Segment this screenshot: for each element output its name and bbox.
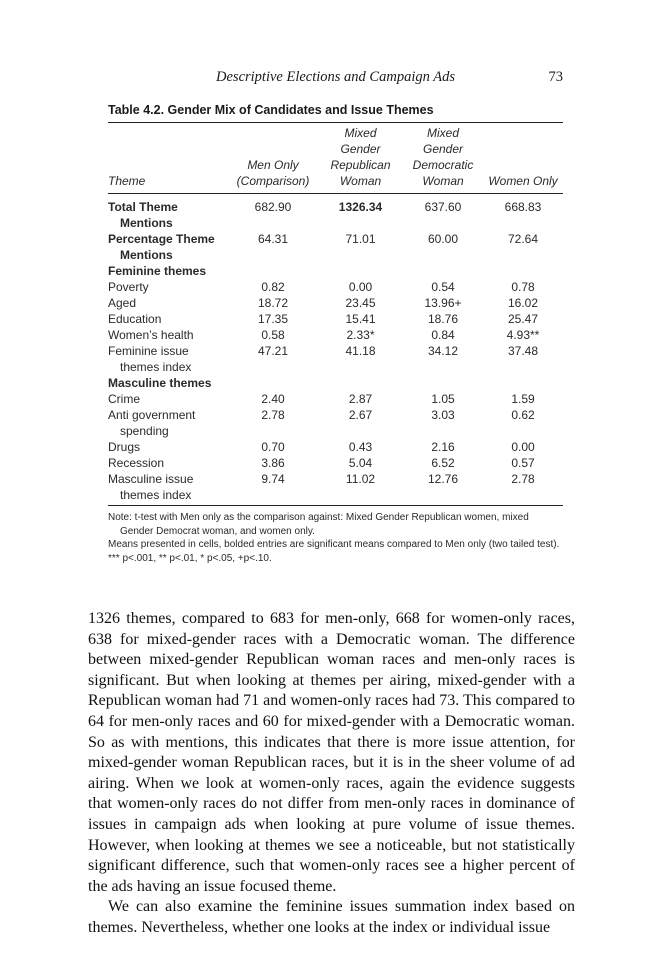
header-cell: Men Only	[247, 158, 299, 172]
row-label-text: Feminine themes	[108, 264, 207, 278]
table-note-line: Note: t-test with Men only as the comparison against: Mixed Gender Republican women, mixed	[108, 512, 529, 523]
table-cell	[483, 263, 563, 279]
table-cell: 0.78	[511, 280, 535, 294]
header-cell: Woman	[339, 174, 382, 188]
table-cell: 668.83	[504, 200, 542, 214]
table-note	[108, 552, 563, 566]
table-cell: 0.84	[431, 328, 455, 342]
row-label	[108, 311, 228, 327]
row-label	[108, 455, 228, 471]
table-header-rule	[108, 193, 563, 194]
table-row	[108, 471, 563, 503]
header-cell: Women Only	[488, 174, 558, 188]
table-bottom-rule	[108, 505, 563, 506]
table-cell	[228, 375, 318, 391]
table-note	[108, 511, 563, 538]
running-head-title: Descriptive Elections and Campaign Ads	[216, 69, 455, 85]
table-row	[108, 439, 563, 455]
table-row	[108, 455, 563, 471]
table-row	[108, 407, 563, 439]
header-cell: Democratic	[412, 158, 474, 172]
row-label-continuation: Mentions	[120, 248, 173, 262]
table-notes	[108, 511, 563, 565]
table-cell: 25.47	[507, 312, 539, 326]
table-body	[108, 199, 563, 503]
body-paragraph: 1326 themes, compared to 683 for men-only, 668 for women-only races, 638 for mixed-gender races with a Democratic woman. The difference between mixed-gender Republican woman races and men-only races is significant. But when looking at themes per airing, mixed-gender with a Republican woman had 71 and women-only races had 73. This compared to 64 for men-only races and 60 for mixed-gender with a Democratic woman. So as with mentions, this indicates that there is more issue attention, for mixed-gender woman Republican races, but it is in the sheer volume of ad airing. When we look at women-only races, again the evidence suggests that women-only races do not differ from men-only races in dominance of issues in campaign ads when looking at pure volume of issue themes. However, when looking at themes we see a noticeable, but not statistically significant difference, such that women-only races see a higher percent of the ads having an issue focused theme.	[88, 610, 575, 895]
table-cell: 2.78	[261, 408, 285, 422]
row-label-text: Poverty	[108, 280, 149, 294]
table-cell: 2.67	[348, 408, 373, 422]
header-cell	[228, 141, 318, 157]
row-label	[108, 343, 228, 375]
table-cell: 2.78	[511, 472, 535, 486]
table-cell: 1326.34	[338, 200, 383, 214]
header-cell	[108, 125, 228, 141]
header-cell: Republican	[330, 158, 391, 172]
table-cell: 2.40	[261, 392, 285, 406]
row-label	[108, 263, 228, 279]
table-cell: 0.00	[511, 440, 535, 454]
table-cell: 23.45	[345, 296, 376, 310]
page-number: 73	[548, 69, 563, 85]
row-label-text: Total Theme	[108, 200, 178, 214]
table-cell: 0.57	[511, 456, 535, 470]
header-cell	[108, 157, 228, 173]
table-cell: 47.21	[257, 344, 289, 358]
row-label	[108, 295, 228, 311]
header-cell	[483, 141, 563, 157]
table-cell	[228, 263, 318, 279]
table-section-row	[108, 263, 563, 279]
table-cell: 60.00	[427, 232, 459, 246]
row-label-text: Drugs	[108, 440, 141, 454]
table-note-line: Gender Democrat woman, and women only.	[120, 525, 315, 537]
table-row	[108, 295, 563, 311]
row-label-continuation: Mentions	[120, 216, 173, 230]
row-label-text: Percentage Theme	[108, 232, 215, 246]
table-note-line: *** p<.001, ** p<.01, * p<.05, +p<.10.	[108, 552, 272, 564]
row-label	[108, 231, 228, 263]
table-cell: 1.59	[511, 392, 535, 406]
row-label-text: Masculine issue	[108, 472, 194, 486]
table-cell: 71.01	[345, 232, 376, 246]
table-cell: 12.76	[427, 472, 459, 486]
header-cell: Woman	[422, 174, 464, 188]
table-cell: 637.60	[424, 200, 462, 214]
table-row	[108, 391, 563, 407]
table-cell: 15.41	[345, 312, 376, 326]
table-cell: 41.18	[345, 344, 376, 358]
row-label-text: Aged	[108, 296, 137, 310]
table-cell: 72.64	[507, 232, 539, 246]
table-cell: 682.90	[254, 200, 292, 214]
table-cell: 0.00	[348, 280, 373, 294]
table-cell	[403, 263, 483, 279]
row-label	[108, 439, 228, 455]
table-header	[108, 125, 563, 189]
table-cell: 18.76	[427, 312, 459, 326]
table-cell: 11.02	[345, 472, 376, 486]
row-label	[108, 471, 228, 503]
row-label	[108, 327, 228, 343]
header-cell-theme: Theme	[108, 174, 146, 188]
header-cell	[483, 157, 563, 173]
table-top-rule	[108, 122, 563, 123]
header-cell	[483, 125, 563, 141]
header-cell: (Comparison)	[236, 174, 310, 188]
table-cell: 0.58	[261, 328, 285, 342]
table-cell: 0.82	[261, 280, 285, 294]
row-label-text: Education	[108, 312, 162, 326]
table-row	[108, 327, 563, 343]
row-label	[108, 391, 228, 407]
table-cell: 0.62	[511, 408, 535, 422]
table-cell: 4.93**	[506, 328, 540, 342]
header-cell: Gender	[340, 142, 381, 156]
row-label-text: Masculine themes	[108, 376, 212, 390]
table-row	[108, 279, 563, 295]
body-text	[88, 609, 575, 939]
header-cell: Gender	[422, 142, 464, 156]
row-label	[108, 375, 228, 391]
table-cell: 6.52	[431, 456, 455, 470]
row-label-continuation: spending	[120, 424, 169, 438]
table-cell	[483, 375, 563, 391]
table-note	[108, 538, 563, 552]
row-label	[108, 279, 228, 295]
table-cell: 13.96+	[424, 296, 462, 310]
table-cell: 34.12	[427, 344, 459, 358]
table-cell: 18.72	[257, 296, 289, 310]
table-row	[108, 199, 563, 231]
header-cell: Mixed	[344, 126, 377, 140]
row-label-text: Feminine issue	[108, 344, 189, 358]
table-cell	[318, 375, 403, 391]
row-label-text: Recession	[108, 456, 165, 470]
row-label	[108, 199, 228, 231]
table-cell: 0.70	[261, 440, 285, 454]
table-cell	[403, 375, 483, 391]
table-section-row	[108, 375, 563, 391]
row-label-continuation: themes index	[120, 488, 192, 502]
table-cell: 37.48	[507, 344, 539, 358]
table-cell: 2.87	[348, 392, 373, 406]
table-cell	[318, 263, 403, 279]
table-cell: 3.03	[431, 408, 455, 422]
body-paragraph: We can also examine the feminine issues summation index based on themes. Nevertheless, whether one looks at the index or individual issue	[88, 898, 575, 936]
table-cell: 5.04	[348, 456, 373, 470]
row-label-text: Anti government	[108, 408, 196, 422]
table-cell: 2.33*	[346, 328, 375, 342]
table-cell: 0.54	[431, 280, 455, 294]
table-cell: 16.02	[507, 296, 539, 310]
table-cell: 0.43	[348, 440, 373, 454]
table-cell: 64.31	[257, 232, 289, 246]
row-label-continuation: themes index	[120, 360, 192, 374]
table-note-line: Means presented in cells, bolded entries are significant means compared to Men only (two tailed test).	[108, 539, 560, 550]
row-label-text: Crime	[108, 392, 140, 406]
header-cell	[108, 141, 228, 157]
table-row	[108, 343, 563, 375]
table-caption: Table 4.2. Gender Mix of Candidates and Issue Themes	[108, 103, 434, 117]
header-cell: Mixed	[426, 126, 459, 140]
running-head	[108, 69, 563, 89]
table-cell: 2.16	[431, 440, 455, 454]
table-cell: 3.86	[261, 456, 285, 470]
row-label	[108, 407, 228, 439]
row-label-text: Women’s health	[108, 328, 194, 342]
table-row	[108, 231, 563, 263]
header-cell	[228, 125, 318, 141]
table-row	[108, 311, 563, 327]
table-cell: 17.35	[257, 312, 289, 326]
table-cell: 1.05	[431, 392, 455, 406]
table-cell: 9.74	[261, 472, 285, 486]
